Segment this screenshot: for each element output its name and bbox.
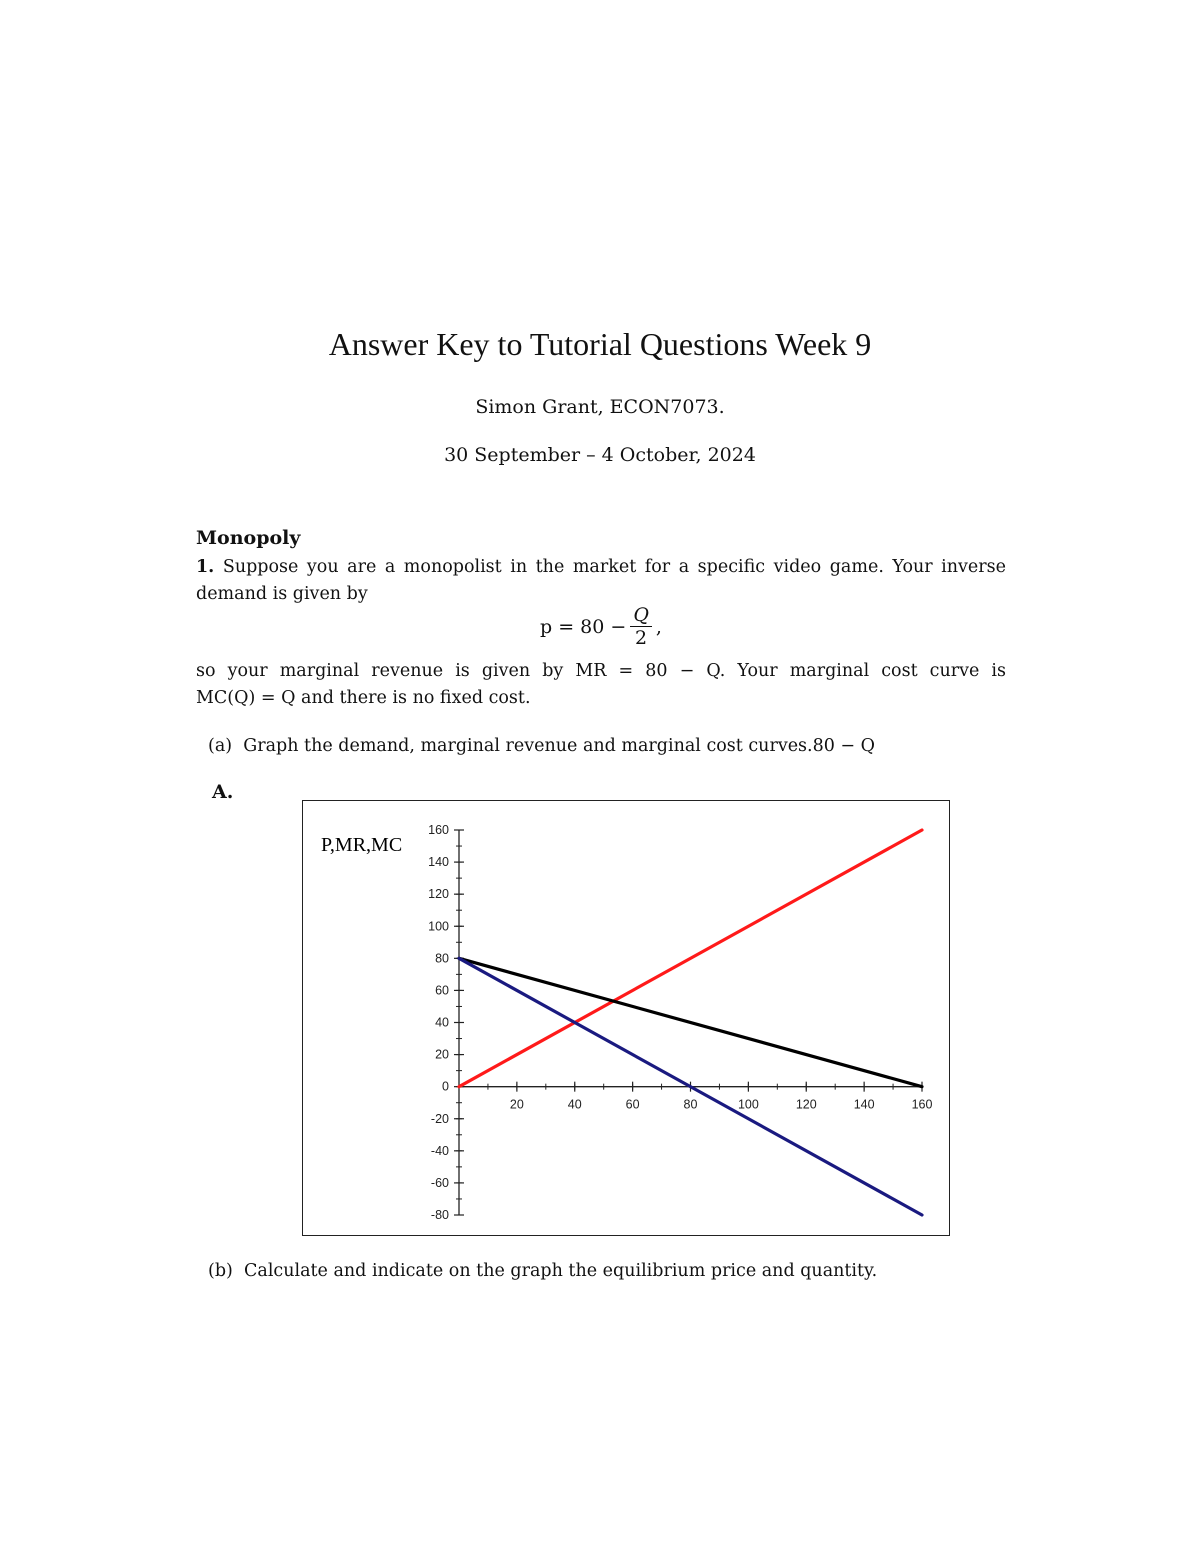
- part-a: [208, 736, 875, 756]
- chart-axes: [428, 823, 932, 1222]
- line-chart: [303, 801, 951, 1237]
- x-tick-label: 40: [567, 1097, 582, 1112]
- y-tick-label: -20: [430, 1111, 449, 1126]
- y-tick-label: 60: [435, 983, 449, 998]
- y-tick-label: -60: [430, 1175, 449, 1190]
- y-tick-label: 80: [435, 951, 449, 966]
- x-tick-label: 60: [625, 1097, 640, 1112]
- answer-label: A.: [212, 781, 234, 803]
- y-tick-label: -40: [430, 1143, 449, 1158]
- equation-lhs: p = 80 −: [540, 615, 627, 638]
- part-b-text: Calculate and indicate on the graph the equilibrium price and quantity.: [244, 1261, 878, 1281]
- x-tick-label: 120: [795, 1097, 817, 1112]
- chart-series: [459, 830, 922, 1215]
- part-b-label: (b): [208, 1261, 233, 1281]
- x-tick-label: 160: [911, 1097, 933, 1112]
- chart-frame: [302, 800, 950, 1236]
- continuation-line-1: so your marginal revenue is given by MR = 80 − Q. Your marginal cost curve is: [196, 661, 1006, 681]
- y-tick-label: 20: [435, 1047, 449, 1062]
- fraction-numerator: Q: [630, 604, 652, 627]
- question-1-continuation: [196, 658, 1006, 712]
- y-tick-label: -80: [430, 1208, 449, 1222]
- author-line: Simon Grant, ECON7073.: [475, 396, 725, 418]
- y-tick-label: 120: [428, 887, 449, 902]
- y-tick-label: 40: [435, 1015, 449, 1030]
- question-number: 1.: [196, 557, 215, 577]
- series-line-2: [459, 958, 922, 1086]
- x-tick-label: 100: [737, 1097, 759, 1112]
- continuation-line-2: MC(Q) = Q and there is no fixed cost.: [196, 688, 531, 708]
- series-line-1: [459, 830, 922, 1087]
- part-a-text: Graph the demand, marginal revenue and marginal cost curves.80 − Q: [243, 736, 876, 756]
- fraction-denominator: 2: [635, 627, 648, 649]
- x-tick-label: 80: [683, 1097, 698, 1112]
- equation-fraction: [630, 604, 652, 649]
- y-tick-label: 140: [428, 855, 449, 870]
- equation-trail: ,: [655, 615, 662, 638]
- y-tick-label: 160: [428, 823, 449, 837]
- section-heading: Monopoly: [196, 527, 301, 549]
- y-axis-label: P,MR,MC: [321, 834, 403, 856]
- x-tick-label: 20: [509, 1097, 524, 1112]
- part-a-label: (a): [208, 736, 233, 756]
- part-b: [208, 1261, 877, 1281]
- date-line: 30 September – 4 October, 2024: [444, 444, 756, 466]
- question-1-text: [196, 554, 1006, 608]
- x-tick-label: 140: [853, 1097, 875, 1112]
- document-title: Answer Key to Tutorial Questions Week 9: [328, 326, 872, 362]
- question-1-body: Suppose you are a monopolist in the market for a specific video game. Your inverse demand is given by: [196, 557, 1006, 604]
- y-tick-label: 100: [428, 919, 449, 934]
- demand-equation: [540, 604, 662, 649]
- y-tick-label: 0: [442, 1079, 449, 1094]
